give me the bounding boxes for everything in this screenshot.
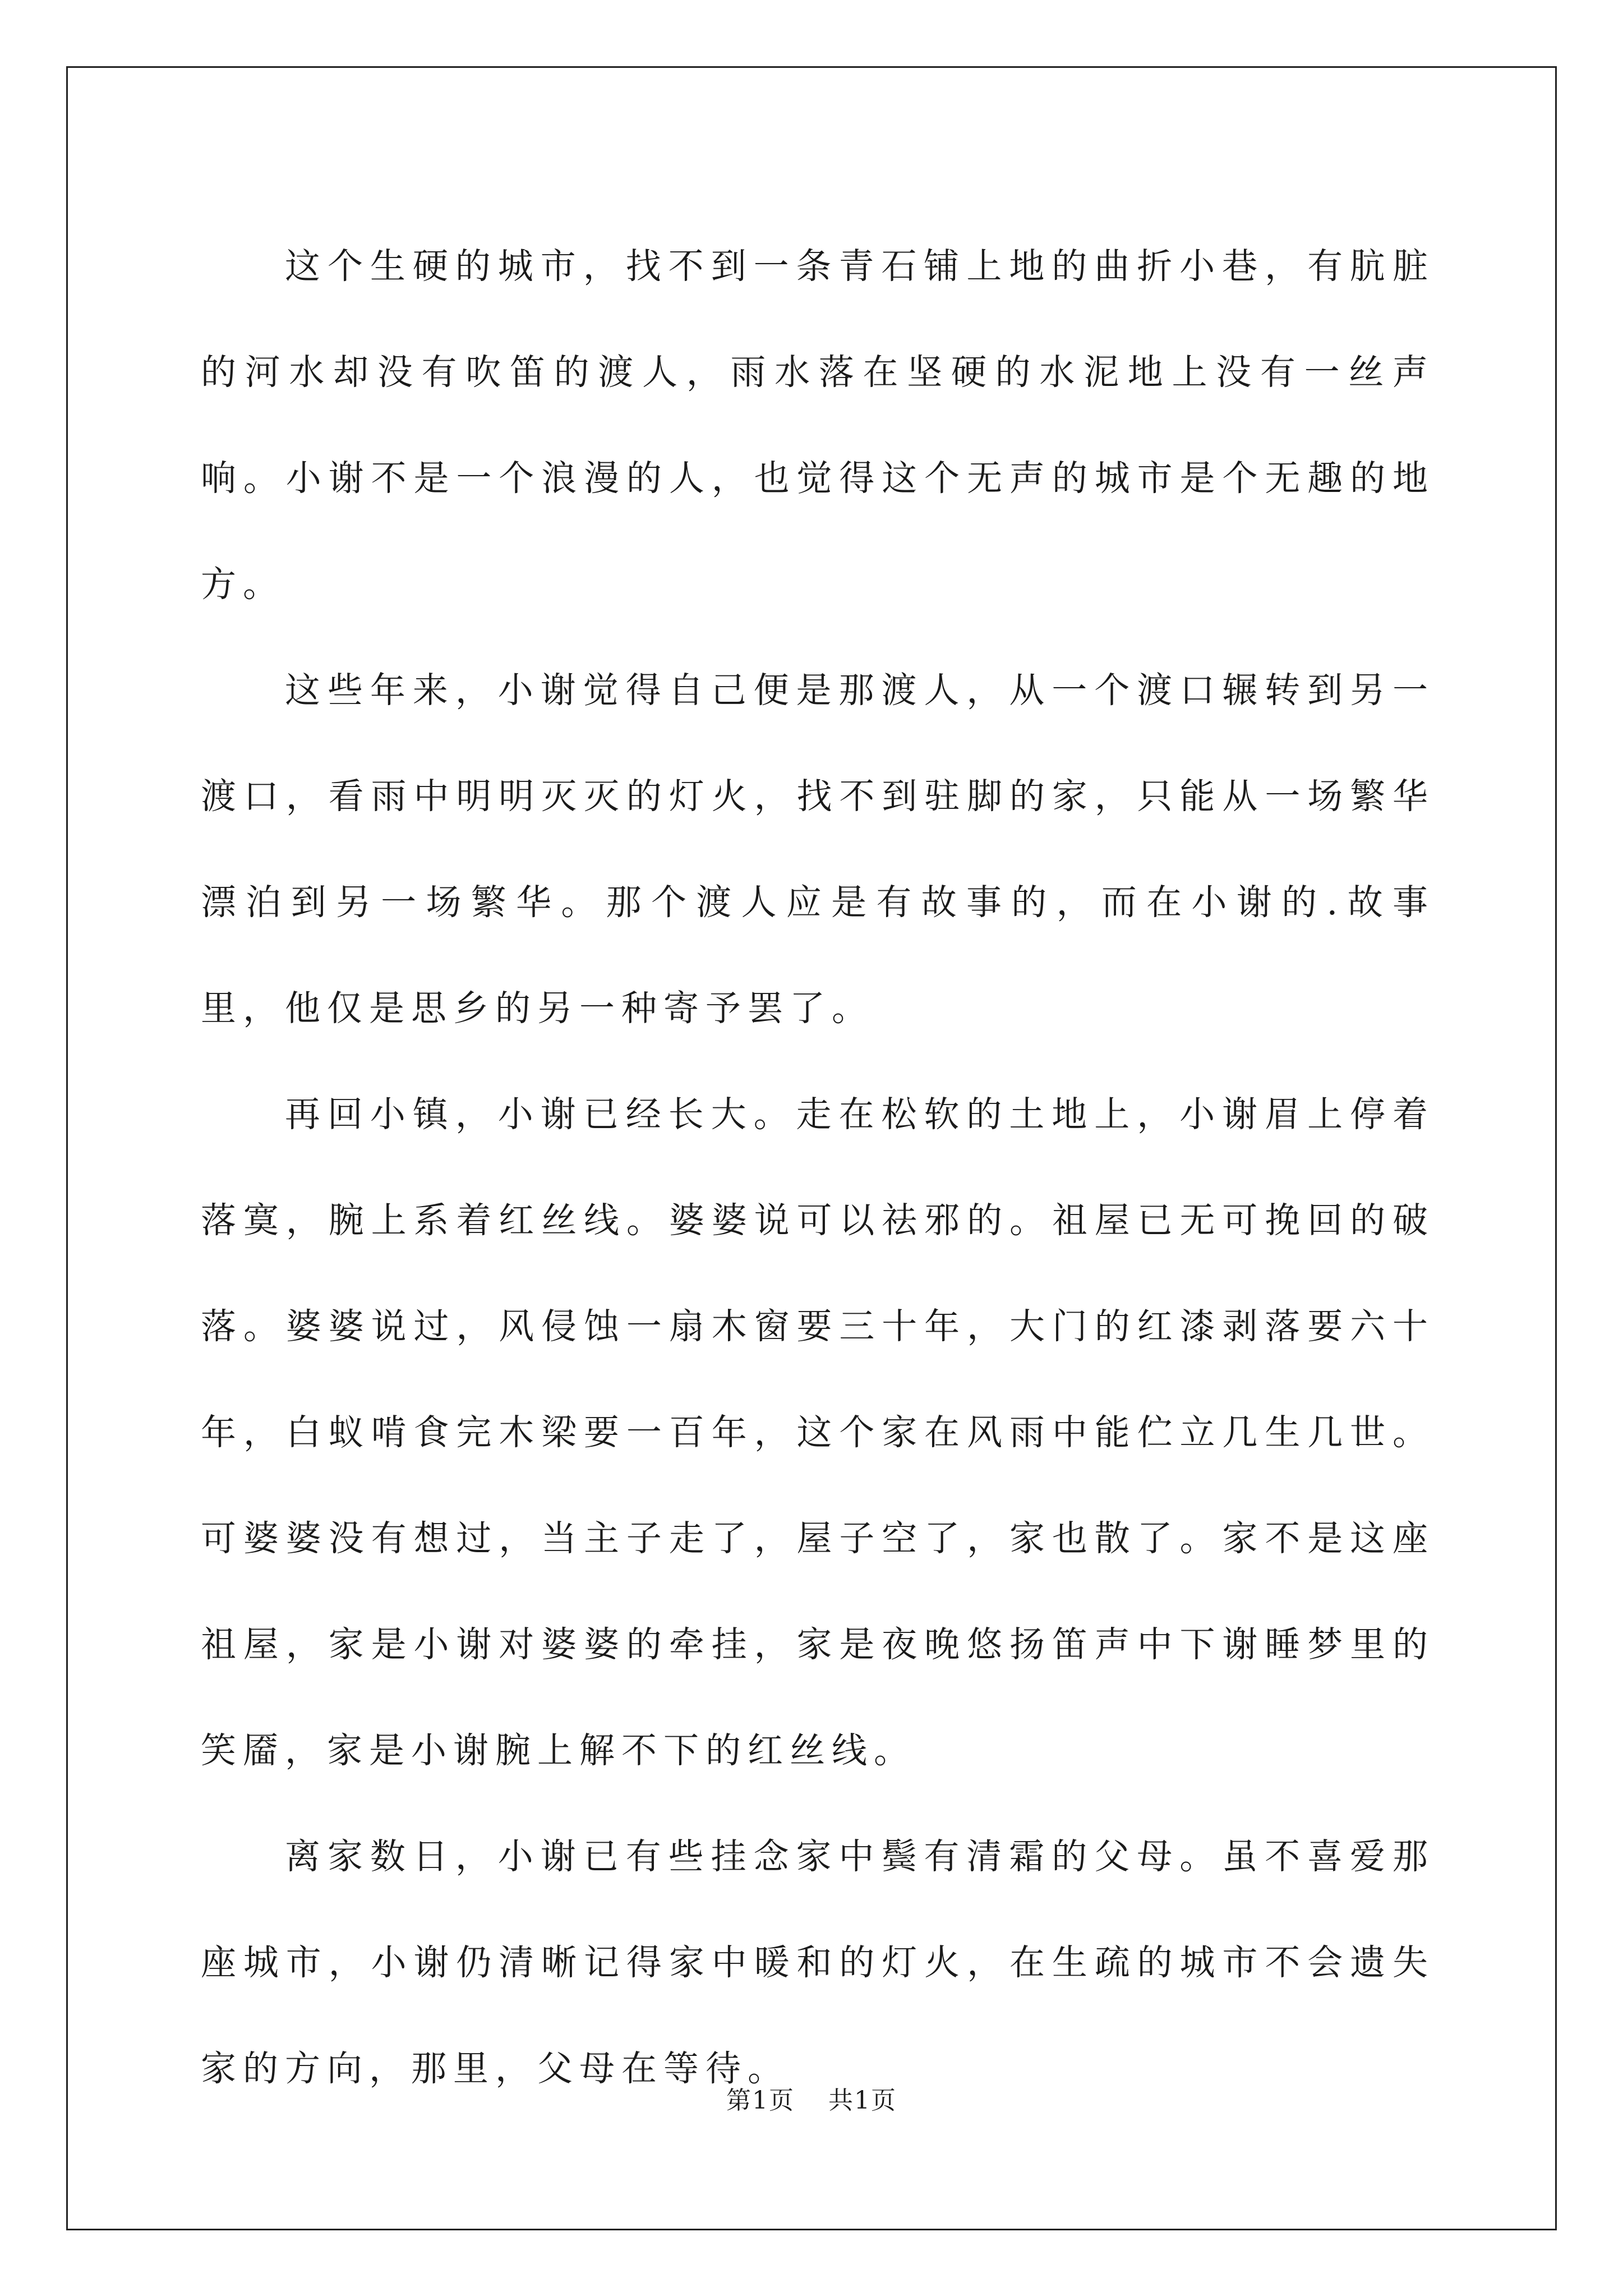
page-number-total: 共1页 [828,2086,897,2115]
paragraph: 这个生硬的城市，找不到一条青石铺上地的曲折小巷，有肮脏的河水却没有吹笛的渡人，雨水落在坚硬的水泥地上没有一丝声响。小谢不是一个浪漫的人，也觉得这个无声的城市是个无趣的地方。 [201,246,1435,605]
page-number-current: 第1页 [726,2086,795,2115]
document-body [201,213,1435,2122]
paragraph: 再回小镇，小谢已经长大。走在松软的土地上，小谢眉上停着落寞，腕上系着红丝线。婆婆说可以祛邪的。祖屋已无可挽回的破落。婆婆说过，风侵蚀一扇木窗要三十年，大门的红漆剥落要六十年，白蚁啃食完木梁要一百年，这个家在风雨中能伫立几生几世。可婆婆没有想过，当主子走了，屋子空了，家也散了。家不是这座祖屋，家是小谢对婆婆的牵挂，家是夜晚悠扬笛声中下谢睡梦里的笑靥，家是小谢腕上解不下的红丝线。 [201,1094,1435,1771]
paragraph: 离家数日，小谢已有些挂念家中鬓有清霜的父母。虽不喜爱那座城市，小谢仍清晰记得家中暖和的灯火，在生疏的城市不会遗失家的方向，那里，父母在等待。 [201,1836,1435,2089]
paragraph: 这些年来，小谢觉得自己便是那渡人，从一个渡口辗转到另一渡口，看雨中明明灭灭的灯火，找不到驻脚的家，只能从一场繁华漂泊到另一场繁华。那个渡人应是有故事的，而在小谢的.故事里，他仅是思乡的另一种寄予罢了。 [201,670,1435,1029]
page-footer [0,2080,1623,2116]
